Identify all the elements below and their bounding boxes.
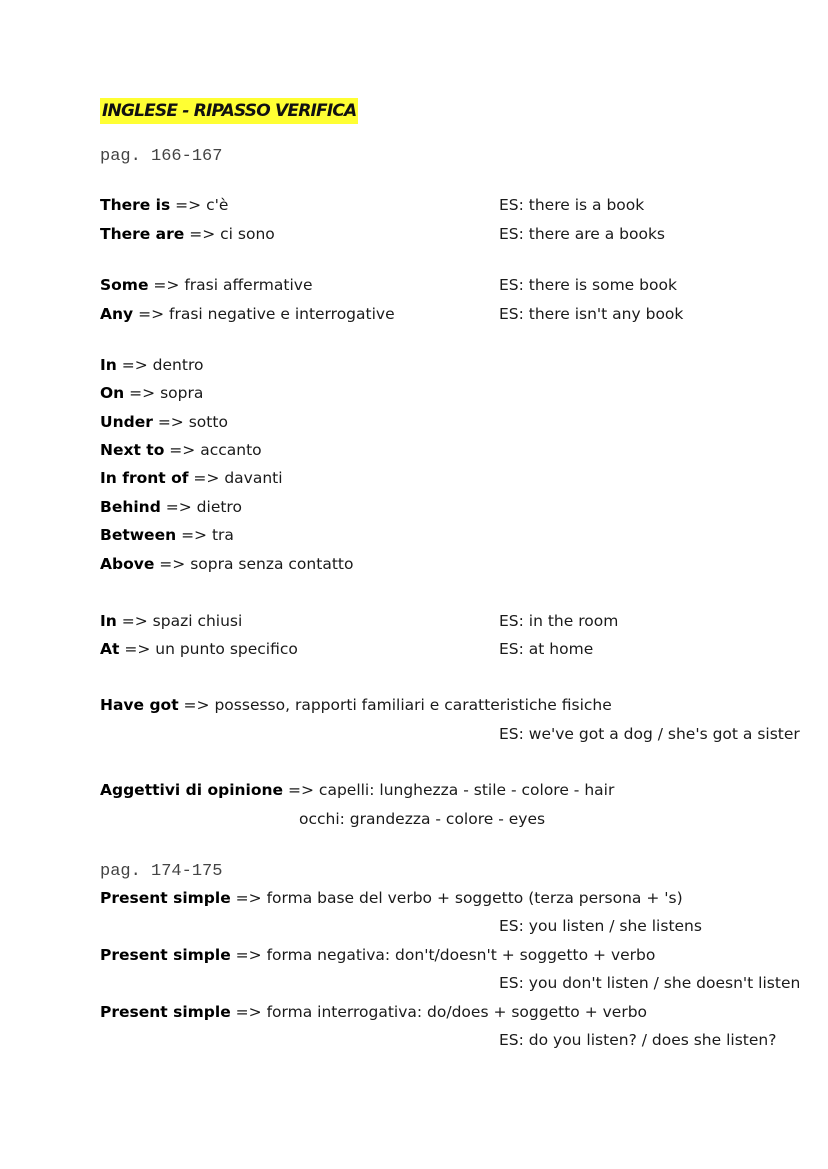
- definition: tra: [211, 526, 234, 544]
- example-line: ES: we've got a dog / she's got a sister: [499, 725, 800, 743]
- arrow: =>: [183, 696, 210, 714]
- page-reference: pag. 166-167: [100, 147, 223, 166]
- note-line: [100, 194, 228, 216]
- note-line: [100, 638, 298, 660]
- term: At: [100, 640, 120, 658]
- arrow: =>: [235, 889, 262, 907]
- definition: sotto: [188, 413, 228, 431]
- arrow: =>: [181, 526, 208, 544]
- arrow: =>: [193, 469, 220, 487]
- term: On: [100, 384, 125, 402]
- arrow: =>: [159, 555, 186, 573]
- term: Present simple: [100, 946, 231, 964]
- definition: capelli: lunghezza - stile - colore - hair: [318, 781, 615, 799]
- note-line: [100, 303, 395, 325]
- example-line: ES: at home: [499, 640, 594, 658]
- definition: forma negativa: don't/doesn't + soggetto + verbo: [266, 946, 656, 964]
- term: Aggettivi di opinione: [100, 781, 284, 799]
- definition: frasi negative e interrogative: [169, 305, 395, 323]
- example-line: ES: there is a book: [499, 196, 645, 214]
- note-line: [100, 439, 262, 461]
- definition: forma base del verbo + soggetto (terza persona + 's): [266, 889, 683, 907]
- arrow: =>: [235, 1003, 262, 1021]
- example-line: ES: in the room: [499, 612, 619, 630]
- definition: un punto specifico: [155, 640, 298, 658]
- term: In: [100, 612, 117, 630]
- arrow: =>: [138, 305, 165, 323]
- note-line: [100, 223, 275, 245]
- example-line: ES: there isn't any book: [499, 305, 684, 323]
- example-line: ES: you listen / she listens: [499, 917, 702, 935]
- arrow: =>: [124, 640, 151, 658]
- definition: dentro: [152, 356, 204, 374]
- definition: possesso, rapporti familiari e caratteristiche fisiche: [214, 696, 612, 714]
- definition: davanti: [224, 469, 283, 487]
- definition-continuation: occhi: grandezza - colore - eyes: [299, 810, 546, 828]
- arrow: =>: [157, 413, 184, 431]
- note-line: [100, 887, 683, 909]
- term: Between: [100, 526, 177, 544]
- term: Have got: [100, 696, 179, 714]
- arrow: =>: [129, 384, 156, 402]
- term: In front of: [100, 469, 189, 487]
- definition: frasi affermative: [184, 276, 313, 294]
- term: Above: [100, 555, 155, 573]
- note-line: [100, 411, 228, 433]
- definition: spazi chiusi: [152, 612, 243, 630]
- definition: dietro: [196, 498, 242, 516]
- note-line: [100, 944, 655, 966]
- term: There is: [100, 196, 171, 214]
- arrow: =>: [175, 196, 202, 214]
- note-line: [100, 779, 614, 801]
- arrow: =>: [165, 498, 192, 516]
- example-line: ES: there are a books: [499, 225, 665, 243]
- note-line: [100, 467, 283, 489]
- note-line: [100, 694, 612, 716]
- term: There are: [100, 225, 185, 243]
- note-line: [100, 354, 203, 376]
- term: Next to: [100, 441, 165, 459]
- arrow: =>: [121, 612, 148, 630]
- definition: ci sono: [220, 225, 275, 243]
- term: Present simple: [100, 1003, 231, 1021]
- term: Present simple: [100, 889, 231, 907]
- definition: sopra: [160, 384, 204, 402]
- definition: sopra senza contatto: [190, 555, 354, 573]
- definition: forma interrogativa: do/does + soggetto + verbo: [266, 1003, 648, 1021]
- example-line: ES: there is some book: [499, 276, 677, 294]
- term: In: [100, 356, 117, 374]
- note-line: [100, 274, 312, 296]
- note-line: [100, 553, 353, 575]
- term: Under: [100, 413, 153, 431]
- note-line: [100, 524, 234, 546]
- page-reference: pag. 174-175: [100, 862, 223, 881]
- term: Behind: [100, 498, 161, 516]
- example-line: ES: you don't listen / she doesn't listen: [499, 974, 801, 992]
- note-line: [100, 610, 242, 632]
- arrow: =>: [288, 781, 314, 799]
- arrow: =>: [189, 225, 216, 243]
- arrow: =>: [235, 946, 262, 964]
- term: Any: [100, 305, 134, 323]
- page-title: INGLESE - RIPASSO VERIFICA: [100, 98, 358, 124]
- example-line: ES: do you listen? / does she listen?: [499, 1031, 777, 1049]
- definition: accanto: [200, 441, 262, 459]
- note-line: [100, 496, 242, 518]
- term: Some: [100, 276, 149, 294]
- arrow: =>: [121, 356, 148, 374]
- arrow: =>: [169, 441, 196, 459]
- arrow: =>: [153, 276, 180, 294]
- note-line: [100, 1001, 647, 1023]
- note-line: [100, 382, 203, 404]
- definition: c'è: [206, 196, 229, 214]
